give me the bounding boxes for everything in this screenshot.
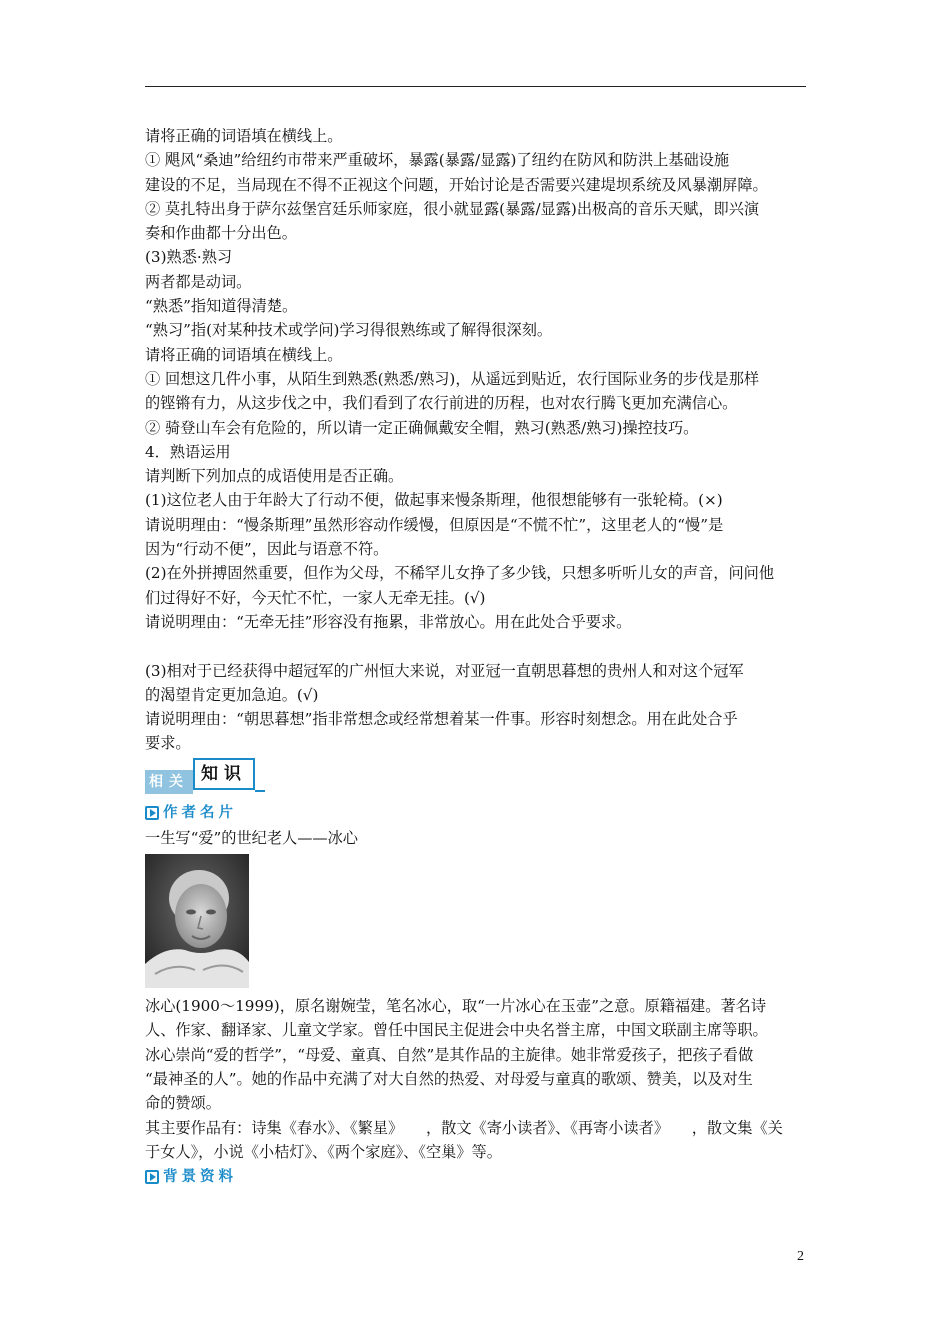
play-icon [145, 1170, 159, 1184]
page-body [145, 124, 810, 1190]
text-line: 请判断下列加点的成语使用是否正确。 [145, 467, 404, 486]
text-line: 的铿锵有力，从这步伐之中，我们看到了农行前进的历程，也对农行腾飞更加充满信心。 [145, 394, 738, 413]
banner-light-label: 相关 [145, 770, 193, 794]
author-title: 一生写“爱”的世纪老人——冰心 [145, 828, 358, 847]
text-line: ② 莫扎特出身于萨尔兹堡宫廷乐师家庭，很小就显露(暴露/显露)出极高的音乐天赋，即兴演 [145, 199, 760, 218]
exercise-text-block-continued [145, 659, 810, 756]
text-line: ① 回想这几件小事，从陌生到熟悉(熟悉/熟习)，从遥远到贴近，农行国际业务的步伐是那样 [145, 369, 760, 388]
text-line: 请说明理由：“无牵无挂”形容没有拖累，非常放心。用在此处合乎要求。 [145, 612, 632, 631]
text-line: 要求。 [145, 734, 191, 753]
page-number: 2 [797, 1249, 804, 1264]
exercise-text-block [145, 124, 810, 634]
text-line: 两者都是动词。 [145, 272, 252, 291]
text-line: 冰心(1900～1999)，原名谢婉莹，笔名冰心，取“一片冰心在玉壶”之意。原籍福建。著名诗 [145, 997, 767, 1016]
related-knowledge-banner [145, 758, 810, 794]
banner-boxed-label: 知识 [193, 758, 255, 790]
background-heading [145, 1164, 810, 1190]
author-card-heading-text: 作者名片 [163, 804, 237, 821]
paragraph-gap [145, 634, 810, 658]
text-line: 请说明理由：“慢条斯理”虽然形容动作缓慢，但原因是“不慌不忙”，这里老人的“慢”是 [145, 515, 724, 534]
text-line: 建设的不足，当局现在不得不正视这个问题，开始讨论是否需要兴建堤坝系统及风暴潮屏障。 [145, 175, 768, 194]
text-line: (2)在外拼搏固然重要，但作为父母，不稀罕儿女挣了多少钱，只想多听听儿女的声音，问问他 [145, 564, 775, 583]
text-line: (3)相对于已经获得中超冠军的广州恒大来说，对亚冠一直朝思暮想的贵州人和对这个冠军 [145, 661, 744, 680]
text-line: (3)熟悉·熟习 [145, 248, 233, 267]
text-line: 们过得好不好，今天忙不忙，一家人无牵无挂。(√) [145, 588, 486, 607]
banner-underline [255, 790, 265, 792]
text-line: 请将正确的词语填在横线上。 [145, 127, 343, 145]
text-line: “熟悉”指知道得清楚。 [145, 297, 298, 316]
text-line: 命的赞颂。 [145, 1094, 221, 1113]
text-line: ② 骑登山车会有危险的，所以请一定正确佩戴安全帽，熟习(熟悉/熟习)操控技巧。 [145, 418, 699, 437]
text-line: 于女人》，小说《小桔灯》、《两个家庭》、《空巢》等。 [145, 1142, 502, 1161]
text-line: 请说明理由：“朝思暮想”指非常想念或经常想着某一件事。形容时刻想念。用在此处合乎 [145, 710, 738, 729]
author-card-heading [145, 800, 810, 826]
text-line: “熟习”指(对某种技术或学问)学习得很熟练或了解得很深刻。 [145, 321, 553, 340]
text-line: 人、作家、翻译家、儿童文学家。曾任中国民主促进会中央名誉主席，中国文联副主席等职。 [145, 1021, 768, 1040]
text-line: 4．熟语运用 [145, 442, 231, 461]
text-line: 其主要作品有：诗集《春水》、《繁星》 ，散文《寄小读者》、《再寄小读者》 ，散文集《关 [145, 1118, 783, 1137]
header-rule [145, 86, 806, 87]
text-line: 请将正确的词语填在横线上。 [145, 345, 343, 364]
author-bio-block [145, 994, 810, 1164]
text-line: (1)这位老人由于年龄大了行动不便，做起事来慢条斯理，他很想能够有一张轮椅。(×) [145, 491, 723, 510]
text-line: “最神圣的人”。她的作品中充满了对大自然的热爱、对母爱与童真的歌颂、赞美，以及对生 [145, 1069, 753, 1088]
text-line: ① 飓风“桑迪”给纽约市带来严重破坏，暴露(暴露/显露)了纽约在防风和防洪上基础设施 [145, 151, 730, 170]
play-icon [145, 806, 159, 820]
text-line: 奏和作曲都十分出色。 [145, 224, 297, 243]
text-line: 的渴望肯定更加急迫。(√) [145, 685, 319, 704]
text-line: 因为“行动不便”，因此与语意不符。 [145, 540, 389, 559]
background-heading-text: 背景资料 [163, 1168, 237, 1185]
author-portrait-photo [145, 854, 249, 988]
text-line: 冰心崇尚“爱的哲学”，“母爱、童真、自然”是其作品的主旋律。她非常爱孩子，把孩子看做 [145, 1045, 754, 1064]
